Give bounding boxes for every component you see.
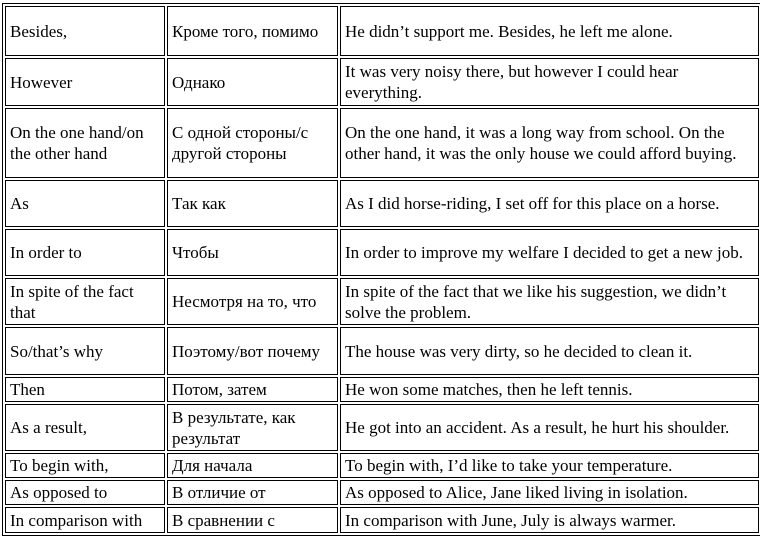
example-sentence-cell: The house was very dirty, so he decided to clean it. [340, 327, 759, 375]
russian-translation-cell: В сравнении с [167, 507, 338, 533]
russian-translation-cell: Однако [167, 58, 338, 106]
example-sentence-cell: In spite of the fact that we like his suggestion, we didn’t solve the problem. [340, 278, 759, 325]
russian-translation-cell: С одной стороны/с другой стороны [167, 108, 338, 178]
english-phrase-cell: In order to [5, 229, 165, 276]
russian-translation-cell: Для начала [167, 453, 338, 478]
english-phrase-cell: Then [5, 377, 165, 402]
russian-translation-cell: Несмотря на то, что [167, 278, 338, 325]
example-sentence-cell: On the one hand, it was a long way from school. On the other hand, it was the only house we could afford buying. [340, 108, 759, 178]
example-sentence-cell: In comparison with June, July is always warmer. [340, 507, 759, 533]
table-row [5, 480, 759, 505]
english-phrase-cell: Besides, [5, 6, 165, 56]
table-row [5, 453, 759, 478]
russian-translation-cell: В отличие от [167, 480, 338, 505]
table-row [5, 404, 759, 451]
example-sentence-cell: As opposed to Alice, Jane liked living in isolation. [340, 480, 759, 505]
example-sentence-cell: He didn’t support me. Besides, he left me alone. [340, 6, 759, 56]
table-row [5, 507, 759, 533]
example-sentence-cell: He won some matches, then he left tennis. [340, 377, 759, 402]
english-phrase-cell: As a result, [5, 404, 165, 451]
example-sentence-cell: To begin with, I’d like to take your temperature. [340, 453, 759, 478]
english-phrase-cell: As [5, 180, 165, 227]
english-phrase-cell: However [5, 58, 165, 106]
russian-translation-cell: Потом, затем [167, 377, 338, 402]
table-row [5, 108, 759, 178]
english-phrase-cell: In comparison with [5, 507, 165, 533]
english-phrase-cell: On the one hand/on the other hand [5, 108, 165, 178]
example-sentence-cell: As I did horse-riding, I set off for this place on a horse. [340, 180, 759, 227]
english-phrase-cell: As opposed to [5, 480, 165, 505]
linking-words-table [2, 3, 760, 536]
table-row [5, 6, 759, 56]
table-row [5, 229, 759, 276]
russian-translation-cell: Кроме того, помимо [167, 6, 338, 56]
table-row [5, 58, 759, 106]
english-phrase-cell: So/that’s why [5, 327, 165, 375]
example-sentence-cell: He got into an accident. As a result, he hurt his shoulder. [340, 404, 759, 451]
russian-translation-cell: В результате, как результат [167, 404, 338, 451]
table-row [5, 327, 759, 375]
english-phrase-cell: To begin with, [5, 453, 165, 478]
example-sentence-cell: It was very noisy there, but however I could hear everything. [340, 58, 759, 106]
russian-translation-cell: Чтобы [167, 229, 338, 276]
table-row [5, 180, 759, 227]
example-sentence-cell: In order to improve my welfare I decided to get a new job. [340, 229, 759, 276]
table-row [5, 377, 759, 402]
table-row [5, 278, 759, 325]
russian-translation-cell: Так как [167, 180, 338, 227]
english-phrase-cell: In spite of the fact that [5, 278, 165, 325]
russian-translation-cell: Поэтому/вот почему [167, 327, 338, 375]
